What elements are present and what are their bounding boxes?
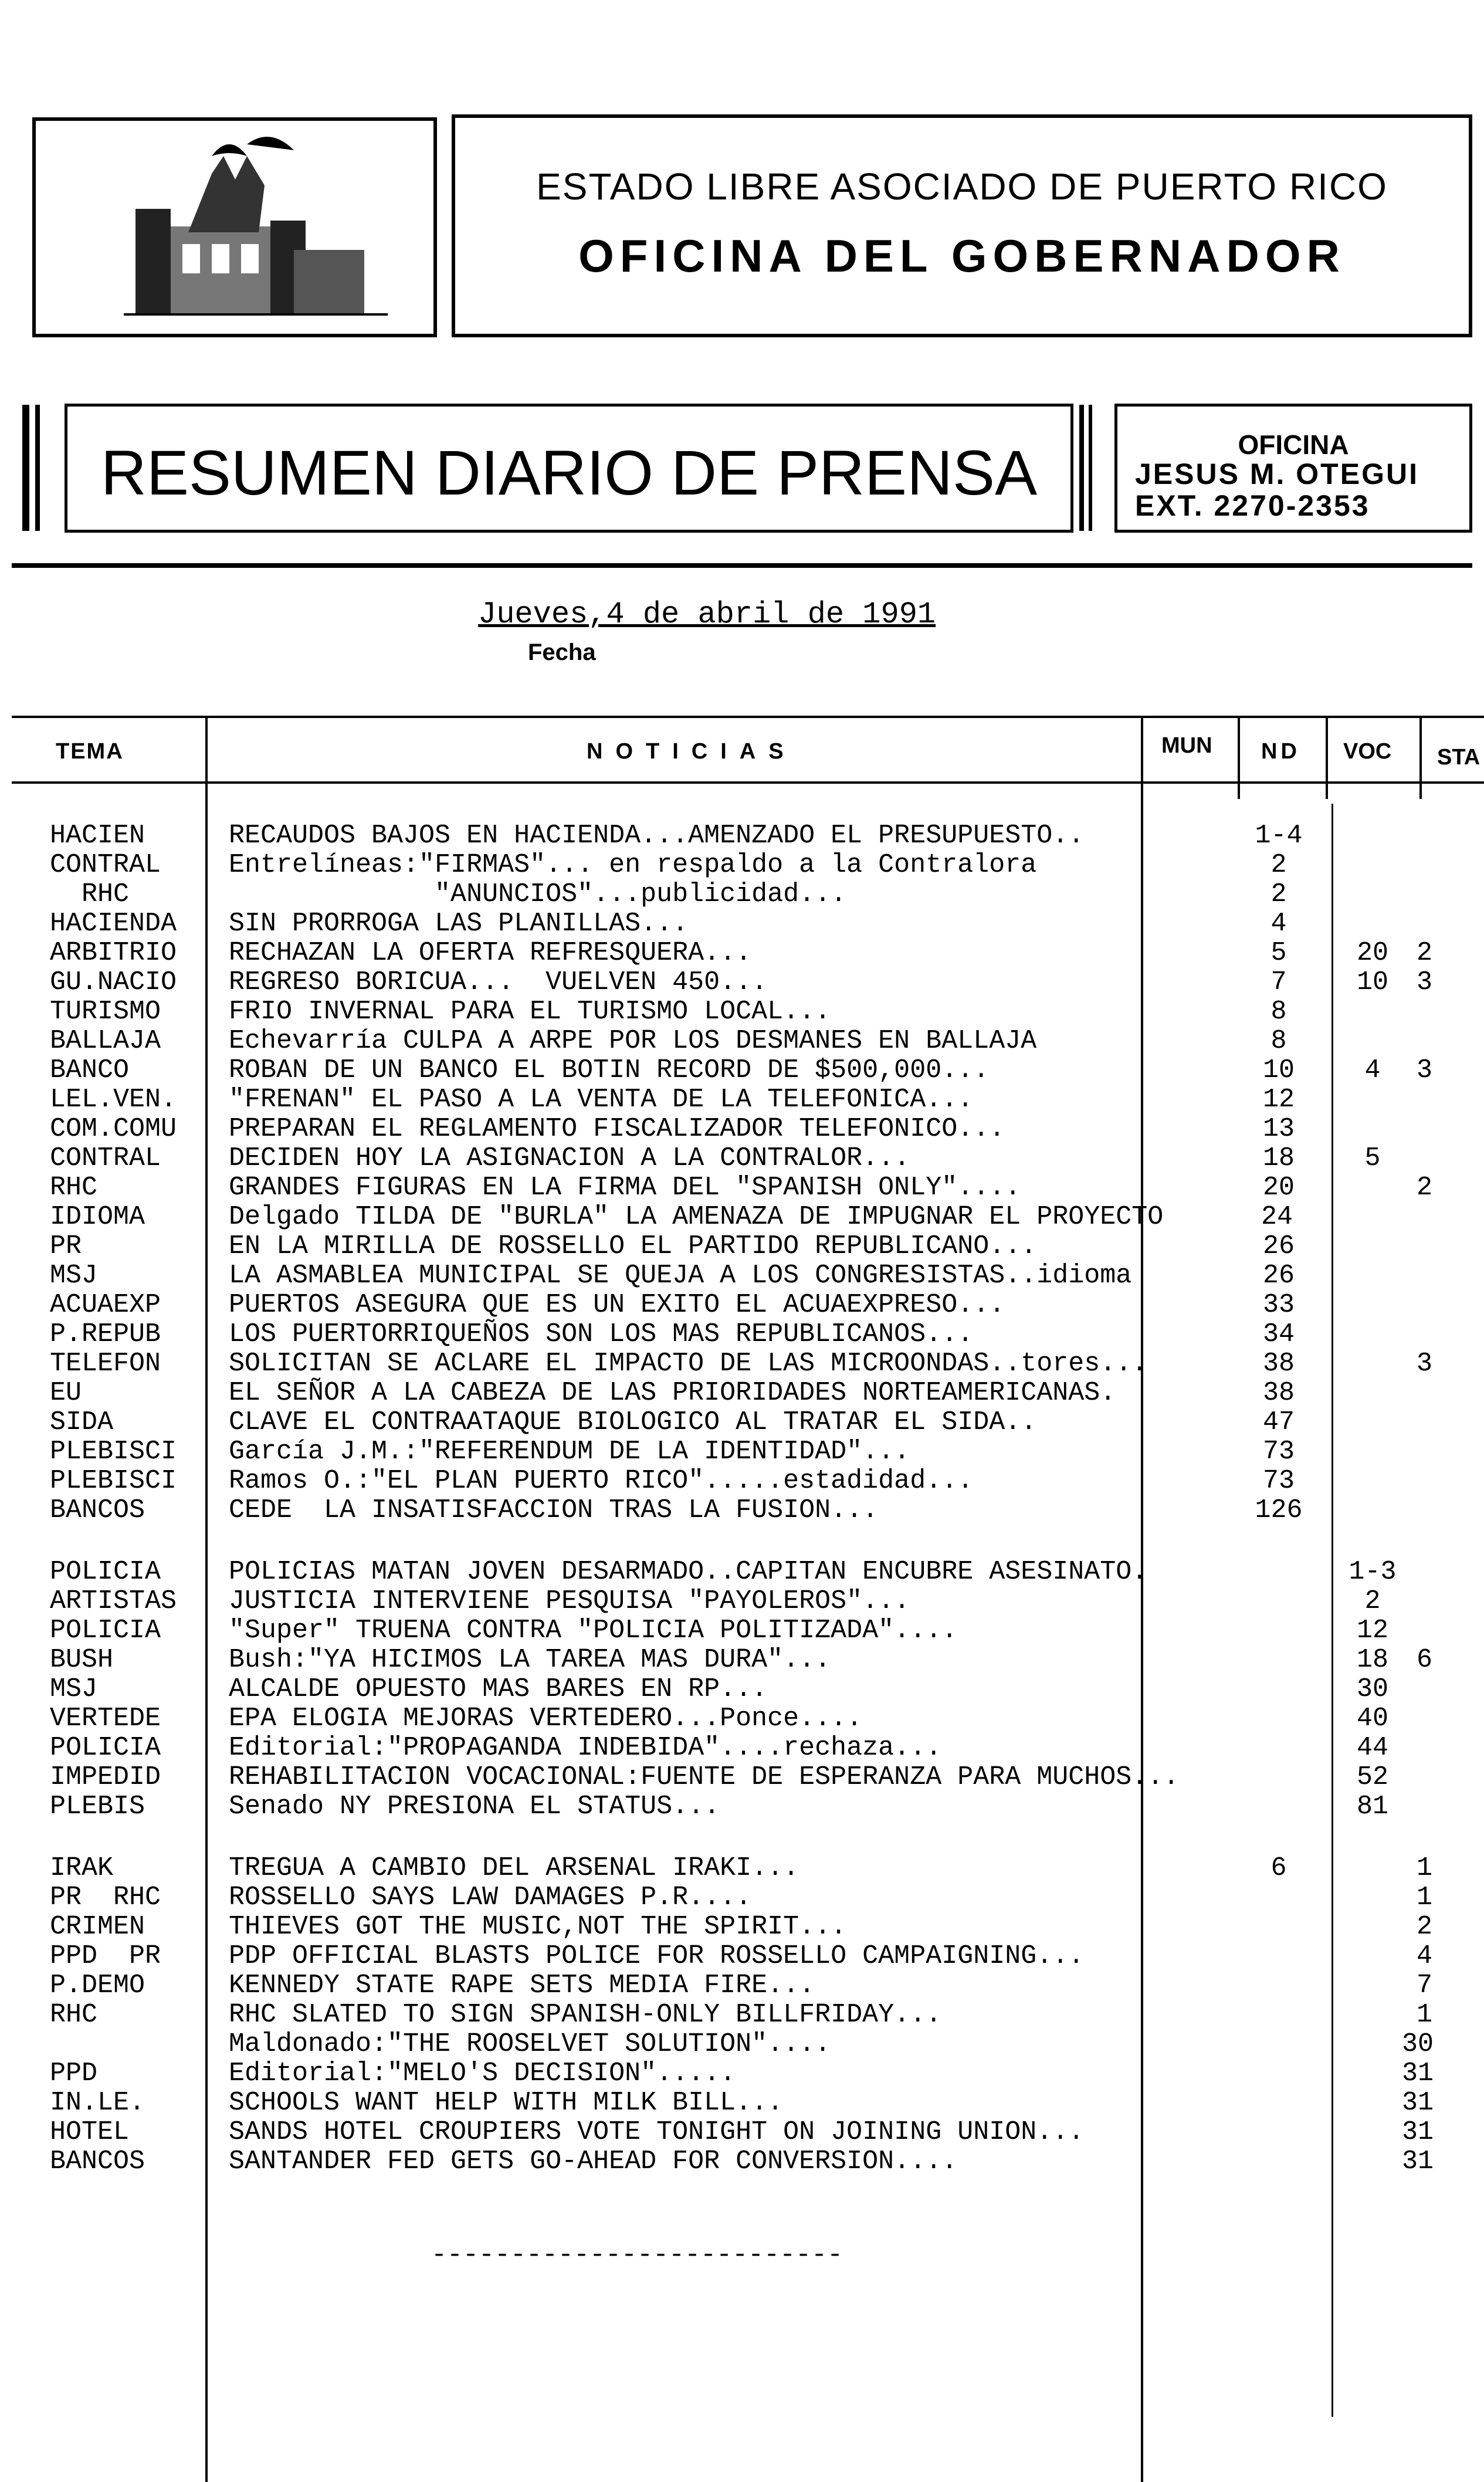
- row-nd: 38: [1262, 1349, 1295, 1379]
- row-tema: COM.COMU: [50, 1114, 177, 1144]
- row-noticia: JUSTICIA INTERVIENE PESQUISA "PAYOLEROS"...: [229, 1586, 910, 1616]
- fortaleza-illustration: [36, 121, 433, 334]
- row-nd: 1-4: [1255, 821, 1303, 851]
- row-nd: 5: [1270, 938, 1287, 968]
- row-voc: 5: [1364, 1143, 1381, 1173]
- row-sta: 1: [1417, 1882, 1433, 1912]
- row-noticia: RHC SLATED TO SIGN SPANISH-ONLY BILLFRIDAY...: [229, 2000, 942, 2030]
- row-noticia: Delgado TILDA DE "BURLA" LA AMENAZA DE IMPUGNAR EL PROYECTO: [229, 1202, 1164, 1232]
- row-tema: HACIENDA: [50, 909, 177, 939]
- col-divider-voc: [1326, 717, 1328, 799]
- row-noticia: ROBAN DE UN BANCO EL BOTIN RECORD DE $500,000...: [229, 1055, 990, 1085]
- row-sta: 31: [1402, 2058, 1434, 2088]
- row-nd: 7: [1270, 967, 1287, 997]
- row-nd: 10: [1262, 1055, 1295, 1085]
- row-nd: 8: [1270, 997, 1287, 1027]
- row-noticia: LA ASMABLEA MUNICIPAL SE QUEJA A LOS CONGRESISTAS..idioma: [229, 1261, 1132, 1291]
- col-head-noticias: NOTICIAS: [587, 739, 797, 764]
- row-sta: 4: [1417, 1941, 1433, 1971]
- row-noticia: SOLICITAN SE ACLARE EL IMPACTO DE LAS MICROONDAS..tores...: [229, 1349, 1148, 1379]
- row-tema: BUSH: [50, 1645, 114, 1675]
- footer-dashed-rule: --------------------------: [431, 2240, 843, 2270]
- row-noticia: Ramos O.:"EL PLAN PUERTO RICO".....estadidad...: [229, 1466, 974, 1496]
- row-tema: VERTEDE: [50, 1704, 161, 1733]
- row-nd: 33: [1262, 1290, 1295, 1320]
- row-noticia: Editorial:"MELO'S DECISION".....: [229, 2058, 736, 2088]
- row-noticia: Echevarría CULPA A ARPE POR LOS DESMANES EN BALLAJA: [229, 1026, 1037, 1056]
- row-voc: 81: [1356, 1792, 1388, 1821]
- row-voc: 20: [1356, 938, 1388, 968]
- title-box: [65, 404, 1073, 533]
- row-tema: PPD: [50, 2058, 98, 2088]
- row-sta: 7: [1417, 1970, 1433, 2000]
- table-top-rule: [12, 716, 1484, 718]
- row-voc: 52: [1356, 1762, 1388, 1792]
- row-noticia: LOS PUERTORRIQUEÑOS SON LOS MAS REPUBLICANOS...: [229, 1319, 974, 1349]
- row-nd: 2: [1270, 850, 1287, 880]
- mid-bar-2: [1089, 405, 1092, 531]
- row-tema: MSJ: [50, 1674, 98, 1704]
- row-sta: 6: [1417, 1645, 1433, 1675]
- row-sta: 31: [1402, 2117, 1434, 2147]
- row-voc: 1-3: [1349, 1557, 1397, 1587]
- row-tema: ACUAEXP: [50, 1290, 161, 1320]
- left-bar-1: [22, 405, 29, 531]
- row-sta: 2: [1417, 938, 1433, 968]
- row-noticia: TREGUA A CAMBIO DEL ARSENAL IRAKI...: [229, 1853, 799, 1883]
- col-divider-tema: [205, 717, 208, 2482]
- row-nd: 38: [1262, 1378, 1295, 1408]
- row-noticia: Entrelíneas:"FIRMAS"... en respaldo a la Contralora: [229, 850, 1037, 880]
- row-tema: ARBITRIO: [50, 938, 177, 968]
- mid-bar-1: [1079, 405, 1084, 531]
- government-name: ESTADO LIBRE ASOCIADO DE PUERTO RICO: [536, 165, 1388, 208]
- row-sta: 31: [1402, 2088, 1434, 2118]
- date-label: Fecha: [528, 639, 596, 665]
- row-nd: 47: [1262, 1407, 1295, 1437]
- row-sta: 3: [1417, 1055, 1433, 1085]
- row-noticia: Maldonado:"THE ROOSELVET SOLUTION"....: [229, 2029, 831, 2059]
- row-nd: 20: [1262, 1173, 1295, 1203]
- row-sta: 3: [1417, 967, 1433, 997]
- row-nd: 8: [1270, 1026, 1287, 1056]
- row-noticia: PDP OFFICIAL BLASTS POLICE FOR ROSSELLO CAMPAIGNING...: [229, 1941, 1085, 1971]
- row-noticia: POLICIAS MATAN JOVEN DESARMADO..CAPITAN ENCUBRE ASESINATO.: [229, 1557, 1148, 1587]
- row-tema: TURISMO: [50, 997, 161, 1027]
- col-head-mun: MUN: [1161, 733, 1212, 758]
- row-noticia: García J.M.:"REFERENDUM DE LA IDENTIDAD"...: [229, 1437, 910, 1467]
- row-tema: IDIOMA: [50, 1202, 145, 1232]
- row-tema: MSJ: [50, 1261, 98, 1291]
- row-tema: IN.LE.: [50, 2088, 145, 2118]
- row-sta: 1: [1417, 1853, 1433, 1883]
- office-box: [1114, 404, 1472, 533]
- page-title: RESUMEN DIARIO DE PRENSA: [100, 437, 1038, 508]
- row-noticia: CEDE LA INSATISFACCION TRAS LA FUSION...: [229, 1495, 879, 1525]
- row-noticia: PREPARAN EL REGLAMENTO FISCALIZADOR TELEFONICO...: [229, 1114, 1005, 1144]
- row-nd: 26: [1262, 1231, 1295, 1261]
- office-name: OFICINA DEL GOBERNADOR: [578, 230, 1346, 282]
- government-box: [452, 114, 1472, 337]
- row-tema: HOTEL: [50, 2117, 130, 2147]
- row-tema: PR: [50, 1231, 82, 1261]
- row-noticia: EN LA MIRILLA DE ROSSELLO EL PARTIDO REPUBLICANO...: [229, 1231, 1037, 1261]
- row-voc: 18: [1356, 1645, 1388, 1675]
- row-noticia: ALCALDE OPUESTO MAS BARES EN RP...: [229, 1674, 768, 1704]
- row-tema: BANCOS: [50, 1495, 145, 1525]
- col-divider-nd: [1238, 717, 1240, 799]
- row-voc: 12: [1356, 1616, 1388, 1645]
- col-head-nd: ND: [1261, 739, 1300, 764]
- row-tema: PR RHC: [50, 1882, 161, 1912]
- row-nd: 26: [1262, 1261, 1295, 1291]
- col-divider-sta: [1419, 717, 1422, 799]
- row-tema: P.REPUB: [50, 1319, 161, 1349]
- row-sta: 31: [1402, 2146, 1434, 2176]
- date-value: Jueves,4 de abril de 1991: [478, 597, 936, 632]
- row-noticia: KENNEDY STATE RAPE SETS MEDIA FIRE...: [229, 1970, 815, 2000]
- row-sta: 1: [1417, 2000, 1433, 2030]
- row-tema: EU: [50, 1378, 82, 1408]
- row-sta: 30: [1402, 2029, 1434, 2059]
- row-noticia: REGRESO BORICUA... VUELVEN 450...: [229, 967, 768, 997]
- row-tema: IMPEDID: [50, 1762, 161, 1792]
- row-noticia: THIEVES GOT THE MUSIC,NOT THE SPIRIT...: [229, 1912, 847, 1942]
- row-nd: 4: [1270, 909, 1287, 939]
- row-nd: 126: [1255, 1495, 1303, 1525]
- left-bar-2: [35, 405, 40, 531]
- row-tema: CRIMEN: [50, 1912, 145, 1942]
- row-tema: BALLAJA: [50, 1026, 161, 1056]
- row-tema: ARTISTAS: [50, 1586, 177, 1616]
- office-contact-name: JESUS M. OTEGUI: [1135, 458, 1419, 490]
- row-tema: TELEFON: [50, 1349, 161, 1379]
- row-tema: CONTRAL: [50, 850, 161, 880]
- row-noticia: REHABILITACION VOCACIONAL:FUENTE DE ESPERANZA PARA MUCHOS...: [229, 1762, 1180, 1792]
- row-tema: BANCOS: [50, 2146, 145, 2176]
- row-noticia: FRIO INVERNAL PARA EL TURISMO LOCAL...: [229, 997, 831, 1027]
- row-tema: RHC: [50, 879, 130, 909]
- row-voc: 10: [1356, 967, 1388, 997]
- row-noticia: ROSSELLO SAYS LAW DAMAGES P.R....: [229, 1882, 752, 1912]
- row-tema: POLICIA: [50, 1733, 161, 1763]
- row-noticia: EL SEÑOR A LA CABEZA DE LAS PRIORIDADES NORTEAMERICANAS.: [229, 1378, 1116, 1408]
- row-voc: 2: [1364, 1586, 1381, 1616]
- row-sta: 3: [1417, 1349, 1433, 1379]
- table-header-rule: [12, 781, 1484, 784]
- row-sta: 2: [1417, 1912, 1433, 1942]
- row-noticia: SANTANDER FED GETS GO-AHEAD FOR CONVERSION....: [229, 2146, 958, 2176]
- row-nd: 2: [1270, 879, 1287, 909]
- row-tema: POLICIA: [50, 1557, 161, 1587]
- office-label: OFICINA: [1238, 429, 1349, 460]
- row-tema: SIDA: [50, 1407, 114, 1437]
- header-rule: [12, 563, 1472, 568]
- row-nd: 34: [1262, 1319, 1295, 1349]
- row-noticia: PUERTOS ASEGURA QUE ES UN EXITO EL ACUAEXPRESO...: [229, 1290, 1005, 1320]
- row-tema: RHC: [50, 2000, 98, 2030]
- row-voc: 40: [1356, 1704, 1388, 1733]
- row-noticia: Editorial:"PROPAGANDA INDEBIDA"....rechaza...: [229, 1733, 942, 1763]
- row-voc: 30: [1356, 1674, 1388, 1704]
- col-head-tema: TEMA: [56, 739, 124, 764]
- row-noticia: EPA ELOGIA MEJORAS VERTEDERO...Ponce....: [229, 1704, 863, 1733]
- logo-box: [32, 117, 437, 337]
- row-noticia: SANDS HOTEL CROUPIERS VOTE TONIGHT ON JOINING UNION...: [229, 2117, 1085, 2147]
- row-tema: CONTRAL: [50, 1143, 161, 1173]
- row-tema: P.DEMO: [50, 1970, 145, 2000]
- row-nd: 18: [1262, 1143, 1295, 1173]
- row-voc: 4: [1364, 1055, 1381, 1085]
- row-tema: PPD PR: [50, 1941, 161, 1971]
- row-tema: POLICIA: [50, 1616, 161, 1645]
- row-noticia: GRANDES FIGURAS EN LA FIRMA DEL "SPANISH ONLY"....: [229, 1173, 1021, 1203]
- col-head-sta: STA: [1437, 745, 1480, 770]
- office-extension: EXT. 2270-2353: [1135, 489, 1370, 522]
- col-head-voc: VOC: [1343, 739, 1392, 764]
- row-tema: RHC: [50, 1173, 98, 1203]
- row-nd: 12: [1262, 1085, 1295, 1115]
- row-tema: BANCO: [50, 1055, 130, 1085]
- row-noticia: SIN PRORROGA LAS PLANILLAS...: [229, 909, 689, 939]
- row-nd: 24: [1261, 1202, 1293, 1232]
- row-tema: IRAK: [50, 1853, 114, 1883]
- row-nd: 73: [1262, 1466, 1295, 1496]
- row-sta: 2: [1417, 1173, 1433, 1203]
- row-noticia: SCHOOLS WANT HELP WITH MILK BILL...: [229, 2088, 784, 2118]
- col-divider-mun: [1141, 717, 1143, 2482]
- row-tema: PLEBISCI: [50, 1437, 177, 1467]
- row-noticia: "ANUNCIOS"...publicidad...: [229, 879, 847, 909]
- row-voc: 44: [1356, 1733, 1388, 1763]
- row-tema: LEL.VEN.: [50, 1085, 177, 1115]
- row-nd: 6: [1270, 1853, 1287, 1883]
- row-noticia: RECAUDOS BAJOS EN HACIENDA...AMENZADO EL PRESUPUESTO..: [229, 821, 1085, 851]
- row-noticia: RECHAZAN LA OFERTA REFRESQUERA...: [229, 938, 752, 968]
- row-tema: GU.NACIO: [50, 967, 177, 997]
- row-tema: HACIEN: [50, 821, 145, 851]
- row-tema: PLEBISCI: [50, 1466, 177, 1496]
- row-noticia: "FRENAN" EL PASO A LA VENTA DE LA TELEFONICA...: [229, 1085, 974, 1115]
- row-nd: 13: [1262, 1114, 1295, 1144]
- row-noticia: Senado NY PRESIONA EL STATUS...: [229, 1792, 720, 1821]
- row-tema: PLEBIS: [50, 1792, 145, 1821]
- row-noticia: DECIDEN HOY LA ASIGNACION A LA CONTRALOR...: [229, 1143, 910, 1173]
- row-nd: 73: [1262, 1437, 1295, 1467]
- row-noticia: "Super" TRUENA CONTRA "POLICIA POLITIZADA"....: [229, 1616, 958, 1645]
- row-noticia: Bush:"YA HICIMOS LA TAREA MAS DURA"...: [229, 1645, 831, 1675]
- row-noticia: CLAVE EL CONTRAATAQUE BIOLOGICO AL TRATAR EL SIDA..: [229, 1407, 1037, 1437]
